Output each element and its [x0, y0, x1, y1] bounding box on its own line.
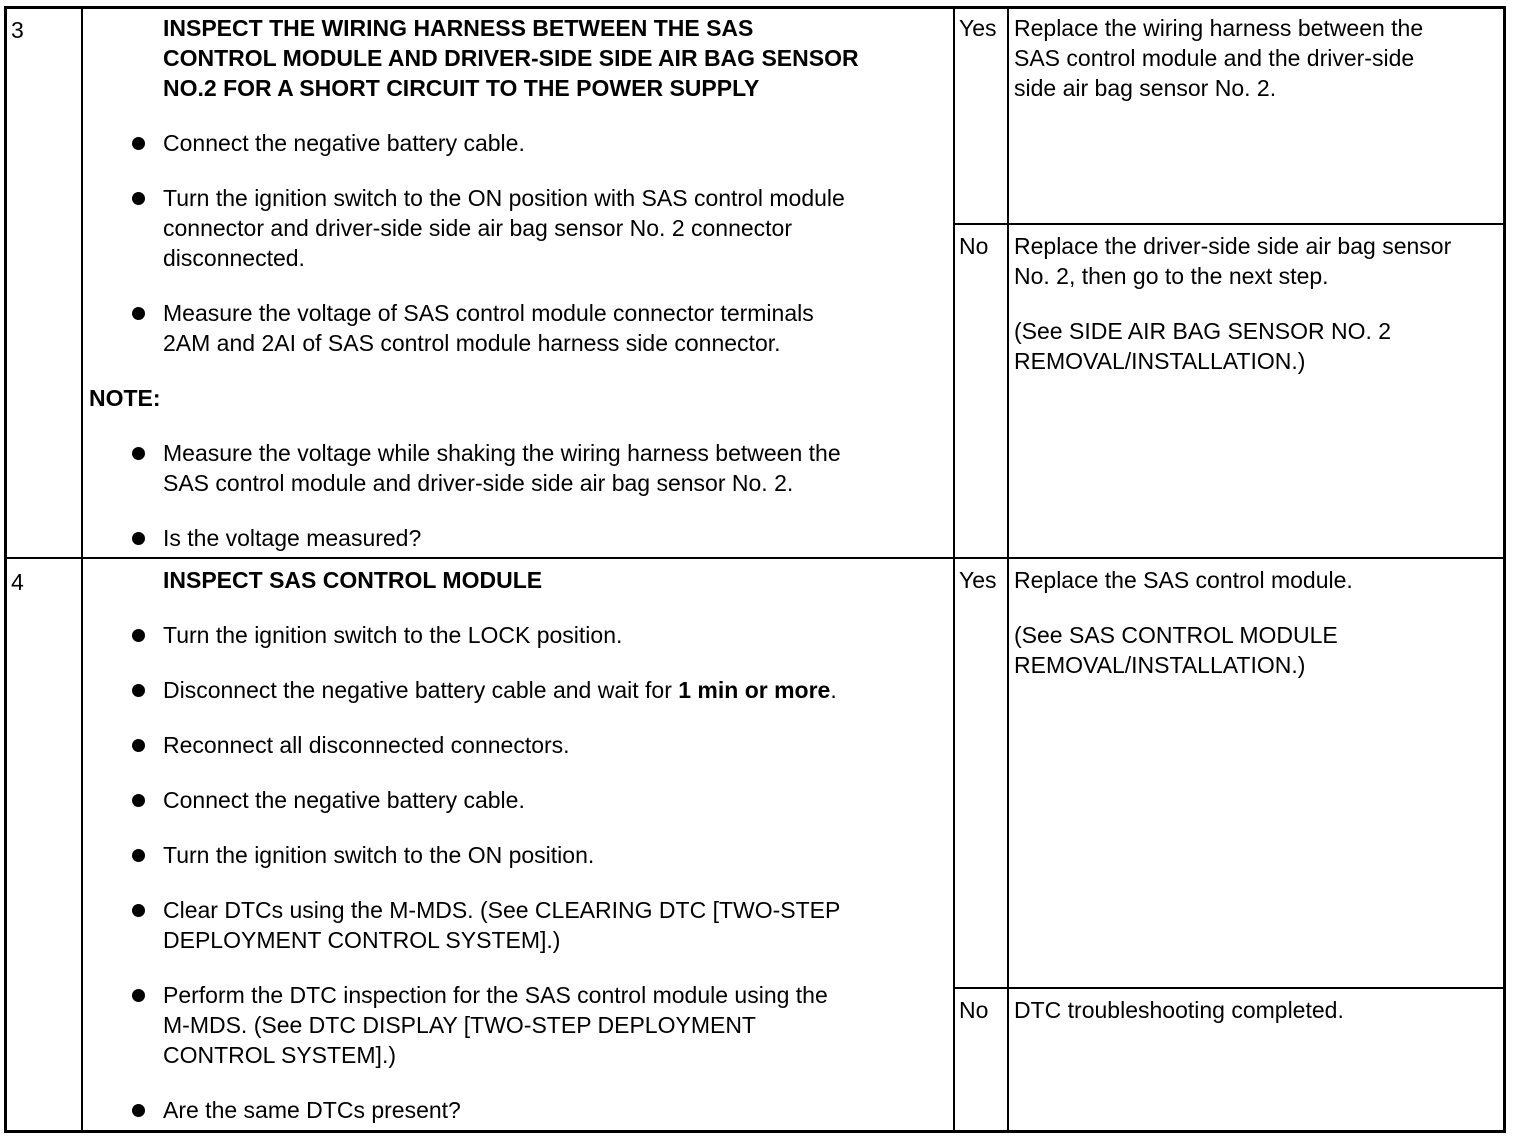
yes-label: Yes [959, 15, 997, 41]
question-line: Is the voltage measured? [163, 525, 422, 551]
bullet-icon [132, 989, 145, 1002]
instruction-line: 2AM and 2AI of SAS control module harness side connector. [163, 330, 781, 356]
instruction-line: Measure the voltage while shaking the wiring harness between the [163, 440, 841, 466]
yes-no-divider-step3 [953, 223, 1506, 225]
step-title-line: INSPECT THE WIRING HARNESS BETWEEN THE SAS [163, 15, 754, 41]
instruction-line: connector and driver-side side air bag sensor No. 2 connector [163, 215, 793, 241]
yes-label: Yes [959, 567, 997, 593]
step-number: 4 [11, 569, 24, 595]
instruction-line [163, 675, 837, 705]
bullet-icon [132, 192, 145, 205]
no-action-line: DTC troubleshooting completed. [1014, 997, 1344, 1023]
bullet-icon [132, 532, 145, 545]
reference-line: REMOVAL/INSTALLATION.) [1014, 652, 1306, 678]
no-action-line: No. 2, then go to the next step. [1014, 263, 1329, 289]
instruction-line: Clear DTCs using the M-MDS. (See CLEARING DTC [TWO-STEP [163, 897, 841, 923]
yes-no-divider-step4 [953, 987, 1506, 989]
column-divider-step [81, 6, 83, 1133]
step-title-line: CONTROL MODULE AND DRIVER-SIDE SIDE AIR BAG SENSOR [163, 45, 859, 71]
instruction-line: Turn the ignition switch to the LOCK position. [163, 622, 623, 648]
bullet-icon [132, 684, 145, 697]
wait-time-emphasis: 1 min or more [678, 677, 831, 703]
bullet-icon [132, 629, 145, 642]
instruction-line: Reconnect all disconnected connectors. [163, 732, 570, 758]
instruction-line: Perform the DTC inspection for the SAS control module using the [163, 982, 828, 1008]
bullet-icon [132, 307, 145, 320]
reference-line: REMOVAL/INSTALLATION.) [1014, 348, 1306, 374]
column-divider-result [953, 6, 955, 1133]
bullet-icon [132, 849, 145, 862]
step-number: 3 [11, 17, 24, 43]
question-line: Are the same DTCs present? [163, 1097, 461, 1123]
bullet-icon [132, 904, 145, 917]
yes-action-line: Replace the wiring harness between the [1014, 15, 1424, 41]
no-label: No [959, 997, 989, 1023]
instruction-line: Connect the negative battery cable. [163, 787, 525, 813]
reference-line: (See SAS CONTROL MODULE [1014, 622, 1338, 648]
no-label: No [959, 233, 989, 259]
yes-action-line: Replace the SAS control module. [1014, 567, 1353, 593]
yes-action-line: SAS control module and the driver-side [1014, 45, 1415, 71]
row-divider [4, 557, 1506, 559]
yes-action-line: side air bag sensor No. 2. [1014, 75, 1277, 101]
step-title-line: NO.2 FOR A SHORT CIRCUIT TO THE POWER SUPPLY [163, 75, 760, 101]
instruction-line: Measure the voltage of SAS control module connector terminals [163, 300, 814, 326]
instruction-line: Turn the ignition switch to the ON position. [163, 842, 595, 868]
instruction-line: DEPLOYMENT CONTROL SYSTEM].) [163, 927, 561, 953]
column-divider-action [1007, 6, 1009, 1133]
instruction-line: Turn the ignition switch to the ON position with SAS control module [163, 185, 845, 211]
instruction-line: CONTROL SYSTEM].) [163, 1042, 396, 1068]
instruction-line: M-MDS. (See DTC DISPLAY [TWO-STEP DEPLOYMENT [163, 1012, 756, 1038]
instruction-text: Disconnect the negative battery cable and wait for [163, 677, 679, 703]
instruction-line: Connect the negative battery cable. [163, 130, 525, 156]
bullet-icon [132, 794, 145, 807]
note-label: NOTE: [89, 385, 161, 411]
bullet-icon [132, 447, 145, 460]
no-action-line: Replace the driver-side side air bag sensor [1014, 233, 1452, 259]
instruction-line: disconnected. [163, 245, 305, 271]
bullet-icon [132, 1104, 145, 1117]
bullet-icon [132, 137, 145, 150]
bullet-icon [132, 739, 145, 752]
reference-line: (See SIDE AIR BAG SENSOR NO. 2 [1014, 318, 1392, 344]
step-title-line: INSPECT SAS CONTROL MODULE [163, 567, 543, 593]
instruction-line: SAS control module and driver-side side air bag sensor No. 2. [163, 470, 794, 496]
instruction-period: . [830, 677, 837, 703]
